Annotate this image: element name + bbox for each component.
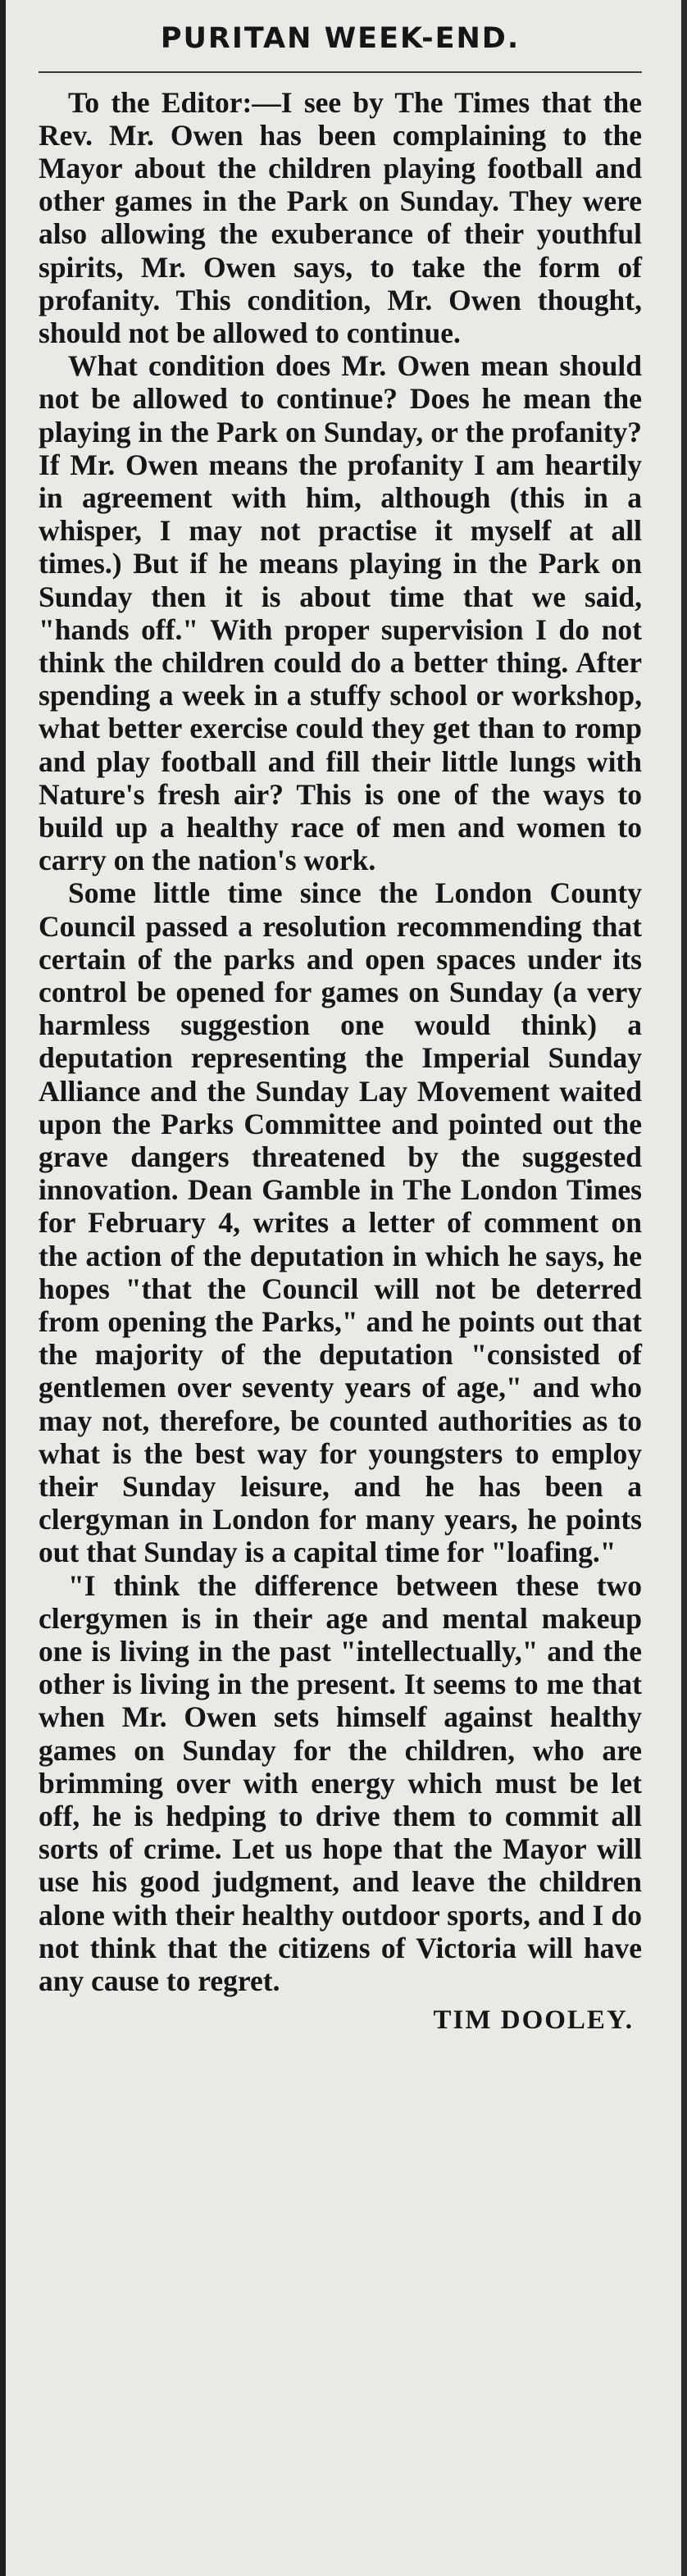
- headline: PURITAN WEEK-END.: [160, 22, 521, 55]
- paragraph: To the Editor:—I see by The Times that the Rev. Mr. Owen has been complaining to the Mayor about the children playing football and other games in the Park on Sunday. They were also allowing the exuberance of their youthful spirits, Mr. Owen says, to take the form of profanity. This condition, Mr. Owen thought, should not be allowed to continue.: [39, 85, 642, 349]
- article-body: [39, 86, 642, 1998]
- signature: TIM DOOLEY.: [433, 2005, 634, 2036]
- paragraph: What condition does Mr. Owen mean should not be allowed to continue? Does he mean the playing in the Park on Sunday, or the profanity? If Mr. Owen means the profanity I am heartily in agreement with him, although (this in a whisper, I may not practise it myself at all times.) But if he means playing in the Park on Sunday then it is about time that we said, "hands off." With proper supervision I do not think the children could do a better thing. After spending a week in a stuffy school or workshop, what better exercise could they get than to romp and play football and fill their little lungs with Nature's fresh air? This is one of the ways to build up a healthy race of men and women to carry on the nation's work.: [39, 349, 642, 877]
- paragraph: "I think the difference between these two clergymen is in their age and mental makeup one is living in the past "intellectually," and the other is living in the present. It seems to me that when Mr. Owen sets himself against healthy games on Sunday for the children, who are brimming over with energy which must be let off, he is hedping to drive them to commit all sorts of crime. Let us hope that the Mayor will use his good judgment, and leave the children alone with their healthy outdoor sports, and I do not think that the citizens of Victoria will have any cause to regret.: [39, 1568, 642, 1998]
- paragraph: Some little time since the London County Council passed a resolution recommending that certain of the parks and open spaces under its control be opened for games on Sunday (a very harmless suggestion one would think) a deputation representing the Imperial Sunday Alliance and the Sunday Lay Movement waited upon the Parks Committee and pointed out the grave dangers threatened by the suggested innovation. Dean Gamble in The London Times for February 4, writes a letter of comment on the action of the deputation in which he says, he hopes "that the Council will not be deterred from opening the Parks," and he points out that the majority of the deputation "consisted of gentlemen over seventy years of age," and who may not, therefore, be counted authorities as to what is the best way for youngsters to employ their Sunday leisure, and he has been a clergyman in London for many years, he points out that Sunday is a capital time for "loafing.": [39, 876, 642, 1569]
- headline-rule: [39, 71, 642, 73]
